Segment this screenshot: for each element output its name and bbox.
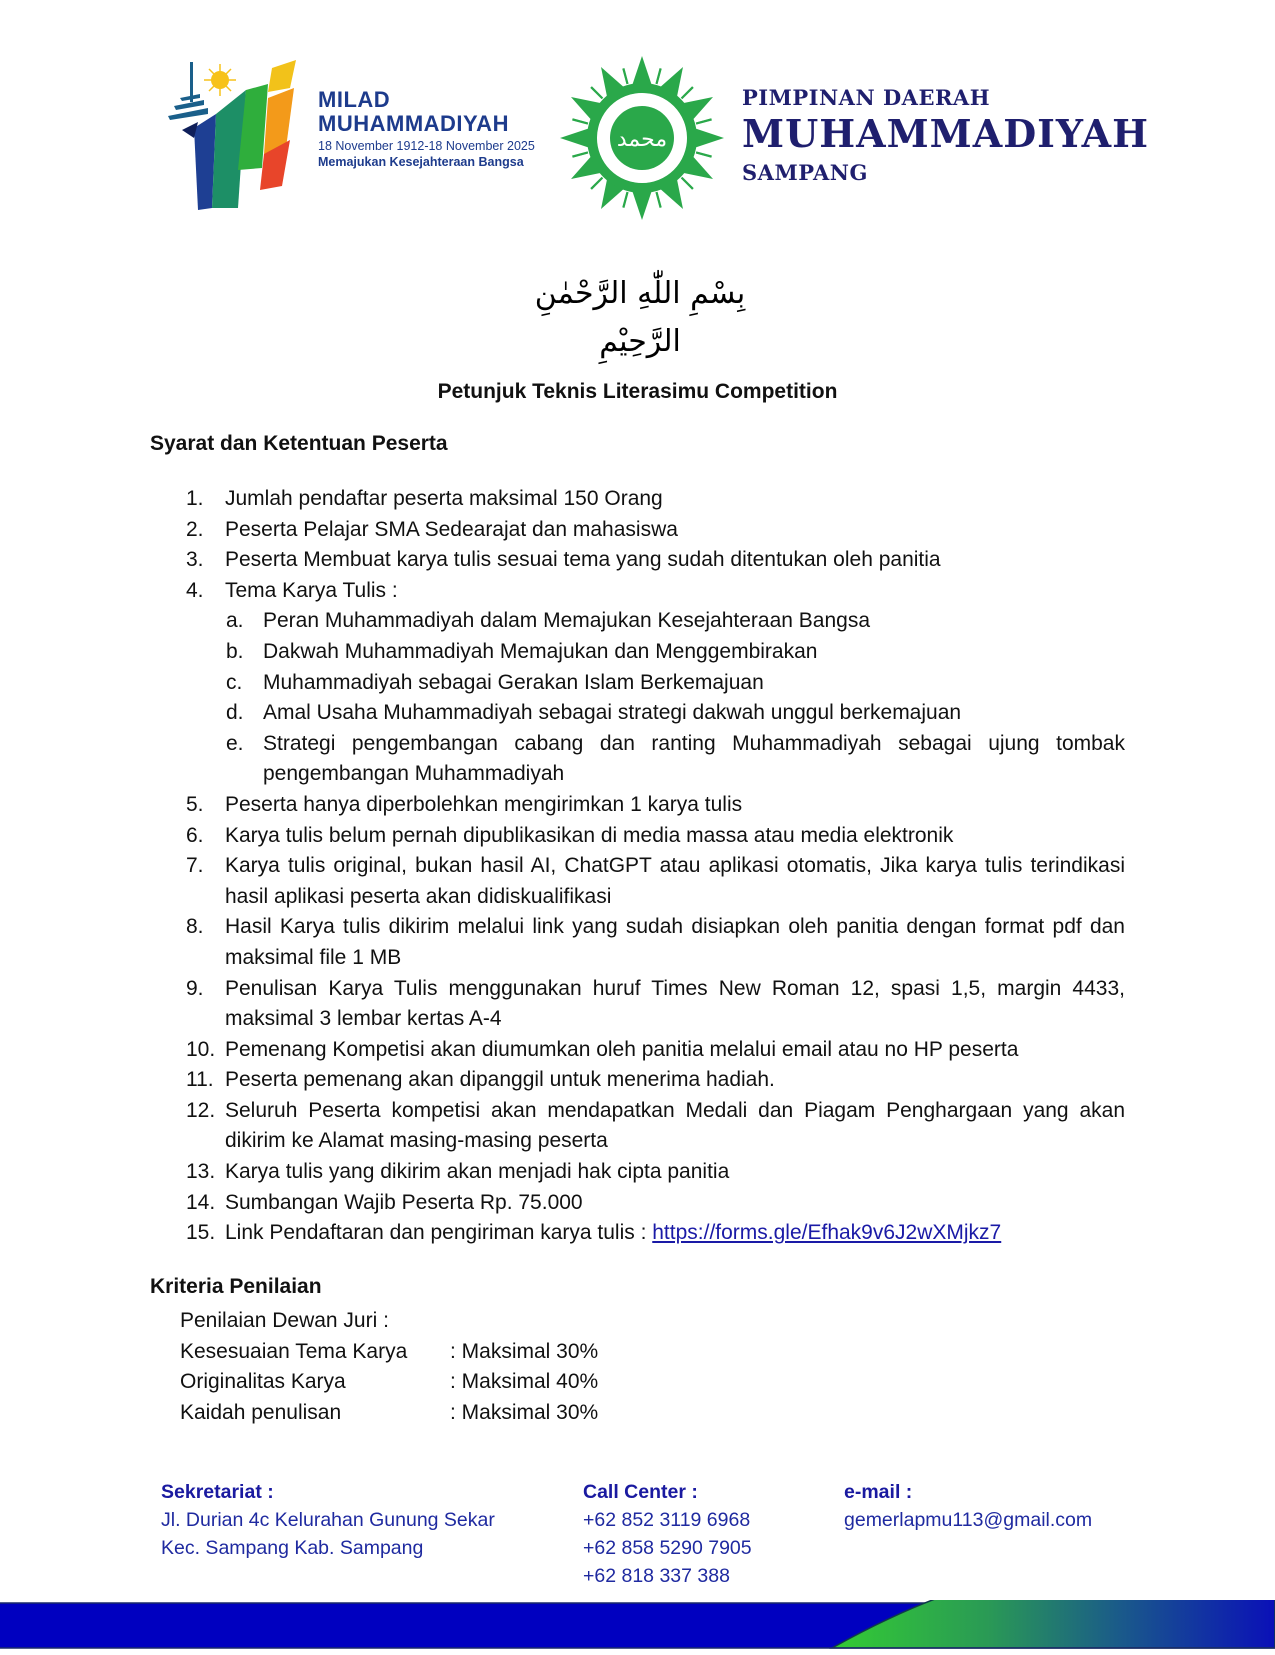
sun-ray-line	[656, 68, 660, 83]
criteria-intro: Penilaian Dewan Juri :	[180, 1309, 389, 1332]
criteria-label: Originalitas Karya	[180, 1370, 346, 1394]
list-item-text: Peserta Membuat karya tulis sesuai tema yang sudah ditentukan oleh panitia	[225, 548, 941, 572]
theme-item-text: Muhammadiyah sebagai Gerakan Islam Berkemajuan	[263, 670, 764, 694]
list-item	[150, 912, 1125, 973]
phone-number[interactable]: +62 818 337 388	[583, 1565, 730, 1587]
criteria-row	[180, 1398, 598, 1429]
milad-title-line2: MUHAMMADIYAH	[318, 111, 509, 136]
list-item	[150, 545, 1125, 576]
sun-ray-line	[657, 192, 661, 207]
phone-number[interactable]: +62 858 5290 7905	[583, 1537, 752, 1559]
org-line1: PIMPINAN DAERAH	[742, 85, 991, 110]
list-item-number: 2.	[186, 517, 204, 541]
list-item	[150, 1157, 1125, 1188]
list-item	[150, 515, 1125, 546]
list-item	[150, 821, 1125, 852]
theme-item-letter: e.	[226, 731, 244, 755]
list-item-text: Karya tulis yang dikirim akan menjadi hak cipta panitia	[225, 1160, 730, 1184]
list-item-text: Sumbangan Wajib Peserta Rp. 75.000	[225, 1190, 583, 1214]
muhammadiyah-sun-logo	[558, 54, 726, 222]
milad-dates: 18 November 1912-18 November 2025	[318, 139, 535, 153]
list-item	[150, 1188, 1125, 1219]
sun-ray-line	[572, 153, 587, 157]
list-item-text: Link Pendaftaran dan pengiriman karya tulis :	[225, 1221, 653, 1245]
criteria-label: Kesesuaian Tema Karya	[180, 1339, 408, 1363]
list-item-number: 15.	[186, 1221, 216, 1245]
org-line3: SAMPANG	[742, 160, 868, 185]
milad-logo-text	[318, 88, 535, 170]
list-item	[150, 1218, 1125, 1249]
list-item	[150, 851, 1125, 912]
list-item-number: 6.	[186, 823, 204, 847]
registration-link[interactable]: https://forms.gle/Efhak9v6J2wXMjkz7	[652, 1221, 1002, 1245]
theme-item	[150, 606, 1125, 637]
list-item-number: 10.	[186, 1037, 216, 1061]
theme-item-text: Dakwah Muhammadiyah Memajukan dan Menggembirakan	[263, 639, 818, 663]
list-item-text: Pemenang Kompetisi akan diumumkan oleh panitia melalui email atau no HP peserta	[225, 1037, 1019, 1061]
theme-item-text: Amal Usaha Muhammadiyah sebagai strategi dakwah unggul berkemajuan	[263, 701, 962, 725]
milad-logo-emblem	[168, 58, 328, 216]
theme-item-letter: c.	[226, 670, 243, 694]
sun-ray-line	[591, 178, 602, 189]
document-title: Petunjuk Teknis Literasimu Competition	[437, 380, 838, 403]
org-line2: MUHAMMADIYAH	[742, 111, 1150, 156]
criteria-value: : Maksimal 40%	[450, 1370, 599, 1394]
criteria-block	[180, 1306, 598, 1428]
list-item-text: Peserta hanya diperbolehkan mengirimkan 1 karya tulis	[225, 792, 743, 816]
list-item-number: 1.	[186, 487, 204, 510]
theme-item-text: Strategi pengembangan cabang dan ranting Muhammadiyah sebagai ujung tombak pengembangan Muhammadiyah	[263, 731, 1125, 786]
list-item-text: Tema Karya Tulis :	[225, 578, 398, 602]
criteria-heading: Kriteria Penilaian	[150, 1275, 322, 1298]
list-item	[150, 576, 1125, 607]
footer-secretariat	[161, 1478, 495, 1562]
email-heading: e-mail :	[844, 1481, 913, 1503]
theme-item-letter: b.	[226, 639, 244, 663]
sun-ray	[632, 191, 651, 220]
list-item	[150, 1035, 1125, 1066]
requirements-heading: Syarat dan Ketentuan Peserta	[150, 432, 448, 455]
email-address[interactable]: gemerlapmu113@gmail.com	[844, 1509, 1093, 1531]
sun-ray-line	[682, 178, 693, 189]
list-item-number: 11.	[186, 1068, 214, 1092]
requirements-list	[150, 484, 1125, 1249]
list-item	[150, 1096, 1125, 1157]
footer-email	[844, 1478, 1092, 1534]
sun-ray	[632, 56, 651, 85]
secretariat-address-line: Jl. Durian 4c Kelurahan Gunung Sekar	[161, 1509, 495, 1531]
sun-ray-line	[623, 68, 627, 83]
list-item	[150, 484, 1125, 515]
list-item	[150, 974, 1125, 1035]
milad-title-line1: MILAD	[318, 87, 391, 112]
criteria-row	[180, 1367, 598, 1398]
call-center-heading: Call Center :	[583, 1481, 698, 1503]
criteria-row	[180, 1337, 598, 1368]
sun-ray-line	[572, 119, 587, 123]
theme-item	[150, 668, 1125, 699]
list-item-text: Peserta Pelajar SMA Sedearajat dan mahasiswa	[225, 517, 678, 541]
sun-ray-line	[591, 87, 602, 98]
sun-ray-line	[696, 119, 711, 123]
list-item-number: 4.	[186, 578, 204, 602]
sun-ray-line	[623, 192, 627, 207]
list-item-text: Karya tulis original, bukan hasil AI, ChatGPT atau aplikasi otomatis, Jika karya tulis terindikasi hasil aplikasi peserta akan didiskualifikasi	[225, 854, 1125, 908]
theme-item-letter: a.	[226, 609, 244, 633]
list-item-number: 12.	[186, 1098, 216, 1122]
list-item-number: 3.	[186, 548, 204, 572]
list-item-number: 13.	[186, 1160, 216, 1184]
criteria-label: Kaidah penulisan	[180, 1400, 342, 1424]
organization-name	[742, 86, 1149, 188]
theme-item	[150, 698, 1125, 729]
secretariat-address-line: Kec. Sampang Kab. Sampang	[161, 1537, 424, 1559]
sun-ray	[695, 128, 724, 147]
footer-call-center	[583, 1478, 752, 1590]
secretariat-heading: Sekretariat :	[161, 1481, 274, 1503]
theme-item-letter: d.	[226, 701, 244, 725]
theme-item-text: Peran Muhammadiyah dalam Memajukan Kesejahteraan Bangsa	[263, 609, 871, 633]
milad-tagline: Memajukan Kesejahteraan Bangsa	[318, 155, 524, 169]
phone-number[interactable]: +62 852 3119 6968	[583, 1509, 751, 1531]
list-item	[150, 1065, 1125, 1096]
bismillah-calligraphy: بِسْمِ اللّٰهِ الرَّحْمٰنِ الرَّحِيْمِ	[534, 276, 746, 359]
theme-item	[150, 637, 1125, 668]
sun-ray	[560, 128, 589, 147]
list-item-text: Peserta pemenang akan dipanggil untuk menerima hadiah.	[225, 1068, 775, 1092]
theme-item	[150, 729, 1125, 790]
list-item-text: Hasil Karya tulis dikirim melalui link yang sudah disiapkan oleh panitia dengan format pdf dan maksimal file 1 MB	[225, 915, 1125, 969]
sun-ray-line	[682, 87, 693, 98]
list-item-number: 14.	[186, 1190, 216, 1214]
list-item-text: Penulisan Karya Tulis menggunakan huruf Times New Roman 12, spasi 1,5, margin 4433, maksimal 3 lembar kertas A-4	[225, 976, 1125, 1031]
list-item-number: 9.	[186, 976, 204, 1000]
sun-ray-line	[696, 152, 711, 156]
list-item-number: 8.	[186, 915, 204, 939]
list-item-text: Jumlah pendaftar peserta maksimal 150 Orang	[225, 487, 663, 510]
svg-text:محمد: محمد	[616, 127, 668, 152]
criteria-value: : Maksimal 30%	[450, 1400, 599, 1424]
criteria-value: : Maksimal 30%	[450, 1339, 599, 1363]
list-item-number: 5.	[186, 792, 204, 816]
footer-decorative-band	[0, 1600, 1275, 1650]
list-item-number: 7.	[186, 854, 204, 878]
list-item-text: Karya tulis belum pernah dipublikasikan di media massa atau media elektronik	[225, 823, 954, 847]
list-item-text: Seluruh Peserta kompetisi akan mendapatkan Medali dan Piagam Penghargaan yang akan dikirim ke Alamat masing-masing peserta	[225, 1098, 1125, 1153]
list-item	[150, 790, 1125, 821]
